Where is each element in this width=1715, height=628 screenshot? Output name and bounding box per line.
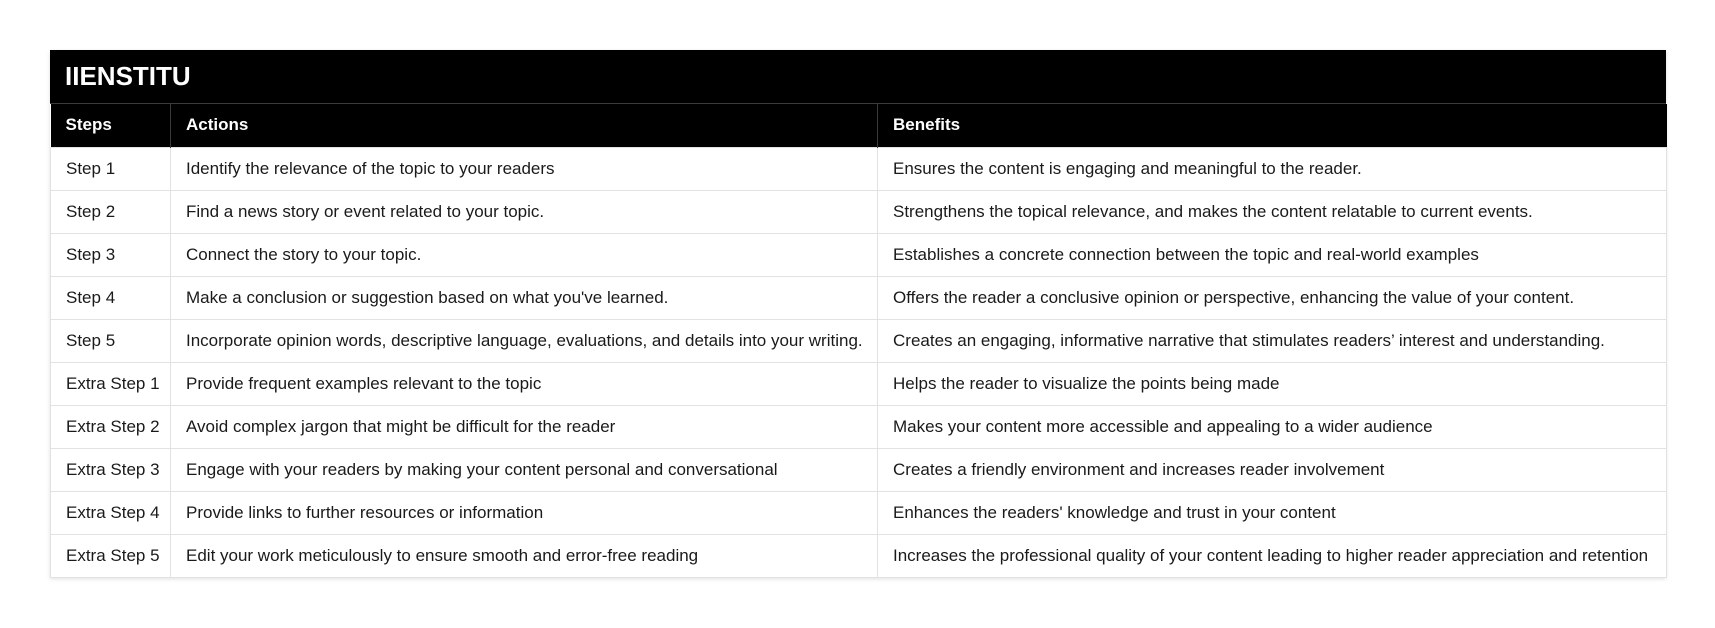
action-cell: Find a news story or event related to your topic. xyxy=(171,190,878,233)
benefit-cell: Enhances the readers' knowledge and trust in your content xyxy=(878,491,1667,534)
header-row xyxy=(51,104,1667,147)
benefit-cell: Offers the reader a conclusive opinion or perspective, enhancing the value of your content. xyxy=(878,276,1667,319)
data-table xyxy=(50,104,1667,578)
benefit-cell: Strengthens the topical relevance, and makes the content relatable to current events. xyxy=(878,190,1667,233)
benefit-cell: Creates an engaging, informative narrative that stimulates readers’ interest and understanding. xyxy=(878,319,1667,362)
benefit-cell: Ensures the content is engaging and meaningful to the reader. xyxy=(878,147,1667,190)
benefit-cell: Establishes a concrete connection between the topic and real-world examples xyxy=(878,233,1667,276)
step-cell: Extra Step 4 xyxy=(51,491,171,534)
benefit-cell: Creates a friendly environment and increases reader involvement xyxy=(878,448,1667,491)
step-cell: Extra Step 5 xyxy=(51,534,171,577)
benefit-cell: Helps the reader to visualize the points being made xyxy=(878,362,1667,405)
action-cell: Identify the relevance of the topic to your readers xyxy=(171,147,878,190)
table-row xyxy=(51,362,1667,405)
table-row xyxy=(51,534,1667,577)
table-row xyxy=(51,233,1667,276)
table-title: IIENSTITU xyxy=(50,50,1666,104)
action-cell: Edit your work meticulously to ensure smooth and error-free reading xyxy=(171,534,878,577)
step-cell: Step 5 xyxy=(51,319,171,362)
step-cell: Extra Step 2 xyxy=(51,405,171,448)
table-row xyxy=(51,491,1667,534)
action-cell: Connect the story to your topic. xyxy=(171,233,878,276)
header-steps: Steps xyxy=(51,104,171,147)
step-cell: Extra Step 1 xyxy=(51,362,171,405)
action-cell: Incorporate opinion words, descriptive language, evaluations, and details into your writing. xyxy=(171,319,878,362)
action-cell: Avoid complex jargon that might be difficult for the reader xyxy=(171,405,878,448)
action-cell: Provide links to further resources or information xyxy=(171,491,878,534)
steps-table xyxy=(50,50,1666,578)
table-row xyxy=(51,448,1667,491)
step-cell: Step 3 xyxy=(51,233,171,276)
action-cell: Make a conclusion or suggestion based on what you've learned. xyxy=(171,276,878,319)
table-row xyxy=(51,319,1667,362)
step-cell: Step 1 xyxy=(51,147,171,190)
step-cell: Extra Step 3 xyxy=(51,448,171,491)
action-cell: Provide frequent examples relevant to the topic xyxy=(171,362,878,405)
table-row xyxy=(51,276,1667,319)
table-row xyxy=(51,405,1667,448)
header-actions: Actions xyxy=(171,104,878,147)
action-cell: Engage with your readers by making your content personal and conversational xyxy=(171,448,878,491)
step-cell: Step 2 xyxy=(51,190,171,233)
table-row xyxy=(51,147,1667,190)
benefit-cell: Increases the professional quality of your content leading to higher reader appreciation and retention xyxy=(878,534,1667,577)
benefit-cell: Makes your content more accessible and appealing to a wider audience xyxy=(878,405,1667,448)
header-benefits: Benefits xyxy=(878,104,1667,147)
step-cell: Step 4 xyxy=(51,276,171,319)
table-row xyxy=(51,190,1667,233)
